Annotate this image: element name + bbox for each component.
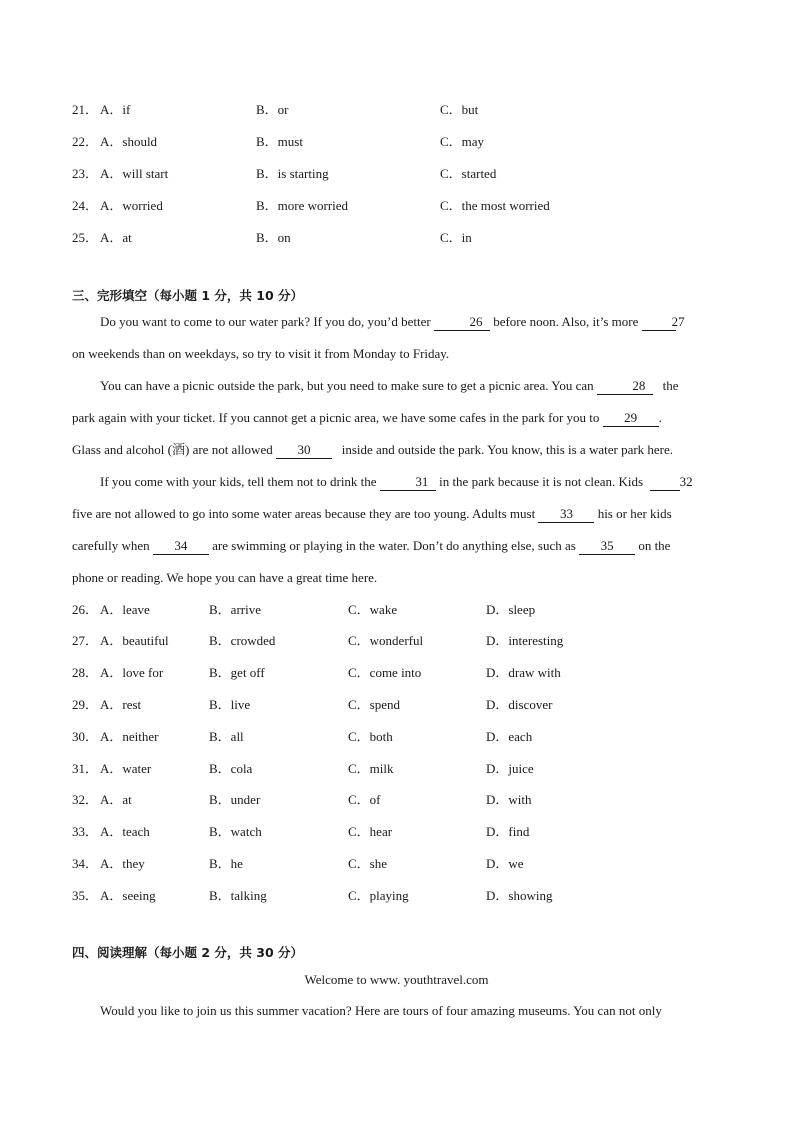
option-c: C．in [440, 230, 472, 245]
option-b: B．arrive [209, 602, 261, 617]
question-number: 26． [72, 602, 99, 617]
question-number: 31． [72, 761, 99, 776]
option-a: A．at [100, 792, 132, 807]
cloze-paragraph-2-line-3 [72, 440, 722, 460]
option-b: B．watch [209, 824, 262, 839]
option-c: C．both [348, 729, 393, 744]
blank-27: 27 [642, 314, 676, 331]
question-23 [72, 164, 722, 184]
option-d: D．we [486, 856, 524, 871]
option-a: A．worried [100, 198, 163, 213]
option-c: C．but [440, 102, 479, 117]
cloze-paragraph-3-line-4: phone or reading. We hope you can have a great time here. [72, 570, 378, 585]
question-32 [72, 790, 722, 810]
blank-33: 33 [538, 506, 594, 523]
option-c: C．wonderful [348, 633, 424, 648]
section-title-reading: 四、阅读理解（每小题 2 分，共 30 分） [72, 945, 304, 960]
question-number: 35． [72, 888, 99, 903]
option-a: A．neither [100, 729, 159, 744]
question-35 [72, 886, 722, 906]
text: five are not allowed to go into some water areas because they are too young. Adults must [72, 506, 536, 521]
option-c: C．hear [348, 824, 393, 839]
option-c: C．milk [348, 761, 394, 776]
question-number: 21． [72, 102, 99, 117]
question-34 [72, 854, 722, 874]
option-d: D．juice [486, 761, 534, 776]
option-c: C．of [348, 792, 381, 807]
option-c: C．the most worried [440, 198, 550, 213]
question-number: 29． [72, 697, 99, 712]
question-number: 32． [72, 792, 99, 807]
question-21 [72, 100, 722, 120]
option-c: C．come into [348, 665, 422, 680]
option-d: D．sleep [486, 602, 536, 617]
text: You can have a picnic outside the park, but you need to make sure to get a picnic area. You can [100, 378, 594, 393]
option-a: A．they [100, 856, 145, 871]
cloze-paragraph-1-line-1 [72, 312, 722, 332]
option-d: D．with [486, 792, 532, 807]
question-number: 27． [72, 633, 99, 648]
text: Do you want to come to our water park? If you do, you’d better [100, 314, 431, 329]
option-a: A．seeing [100, 888, 156, 903]
option-b: B．under [209, 792, 261, 807]
question-29 [72, 695, 722, 715]
question-27 [72, 631, 722, 651]
question-number: 34． [72, 856, 99, 871]
cloze-paragraph-1-line-2: on weekends than on weekdays, so try to visit it from Monday to Friday. [72, 346, 450, 361]
blank-31: 31 [380, 474, 436, 491]
section-title-cloze: 三、完形填空（每小题 1 分，共 10 分） [72, 288, 304, 303]
option-a: A．should [100, 134, 158, 149]
cloze-paragraph-3-line-3 [72, 536, 722, 556]
text: before noon. Also, it’s more [493, 314, 639, 329]
option-b: B．or [256, 102, 289, 117]
question-number: 33． [72, 824, 99, 839]
blank-26: 26 [434, 314, 490, 331]
blank-30: 30 [276, 442, 332, 459]
option-a: A．if [100, 102, 131, 117]
blank-29: 29 [603, 410, 659, 427]
option-d: D．draw with [486, 665, 561, 680]
option-b: B．must [256, 134, 303, 149]
option-d: D．showing [486, 888, 553, 903]
blank-35: 35 [579, 538, 635, 555]
option-b: B．on [256, 230, 291, 245]
option-a: A．rest [100, 697, 142, 712]
option-a: A．leave [100, 602, 150, 617]
option-a: A．will start [100, 166, 169, 181]
text: his or her kids [597, 506, 672, 521]
text: the [662, 378, 679, 393]
question-24 [72, 196, 722, 216]
option-c: C．may [440, 134, 485, 149]
option-d: D．find [486, 824, 530, 839]
blank-32: 32 [650, 474, 680, 491]
text: . [658, 410, 662, 425]
option-b: B．get off [209, 665, 265, 680]
question-30 [72, 727, 722, 747]
question-number: 23． [72, 166, 99, 181]
question-33 [72, 822, 722, 842]
question-number: 30． [72, 729, 99, 744]
question-25 [72, 228, 722, 248]
option-c: C．spend [348, 697, 401, 712]
text: are swimming or playing in the water. Don’t do anything else, such as [212, 538, 576, 553]
option-b: B．more worried [256, 198, 349, 213]
text: park again with your ticket. If you cannot get a picnic area, we have some cafes in the park for you to [72, 410, 600, 425]
question-number: 28． [72, 665, 99, 680]
option-b: B．he [209, 856, 243, 871]
question-31 [72, 759, 722, 779]
text: carefully when [72, 538, 150, 553]
option-a: A．teach [100, 824, 150, 839]
option-b: B．crowded [209, 633, 276, 648]
question-22 [72, 132, 722, 152]
text: Glass and alcohol (酒) are not allowed [72, 442, 273, 457]
option-b: B．talking [209, 888, 267, 903]
blank-28: 28 [597, 378, 653, 395]
cloze-paragraph-2-line-2 [72, 408, 722, 428]
question-26 [72, 600, 722, 620]
option-a: A．water [100, 761, 152, 776]
option-b: B．cola [209, 761, 253, 776]
option-d: D．discover [486, 697, 553, 712]
option-a: A．at [100, 230, 132, 245]
option-c: C．wake [348, 602, 398, 617]
question-number: 22． [72, 134, 99, 149]
reading-paragraph-1: Would you like to join us this summer vacation? Here are tours of four amazing museums. You can not only [100, 1003, 662, 1018]
text: If you come with your kids, tell them not to drink the [100, 474, 377, 489]
question-28 [72, 663, 722, 683]
cloze-paragraph-2-line-1 [72, 376, 722, 396]
option-b: B．is starting [256, 166, 329, 181]
option-c: C．she [348, 856, 388, 871]
blank-34: 34 [153, 538, 209, 555]
question-number: 25． [72, 230, 99, 245]
option-a: A．love for [100, 665, 164, 680]
text: inside and outside the park. You know, this is a water park here. [341, 442, 674, 457]
question-number: 24． [72, 198, 99, 213]
cloze-paragraph-3-line-1 [72, 472, 722, 492]
option-c: C．started [440, 166, 497, 181]
cloze-paragraph-3-line-2 [72, 504, 722, 524]
option-b: B．all [209, 729, 244, 744]
text: in the park because it is not clean. Kids [439, 474, 644, 489]
option-d: D．interesting [486, 633, 564, 648]
option-b: B．live [209, 697, 251, 712]
text: on the [638, 538, 671, 553]
option-a: A．beautiful [100, 633, 169, 648]
passage-heading: Welcome to www. youthtravel.com [304, 972, 489, 987]
option-c: C．playing [348, 888, 409, 903]
option-d: D．each [486, 729, 533, 744]
